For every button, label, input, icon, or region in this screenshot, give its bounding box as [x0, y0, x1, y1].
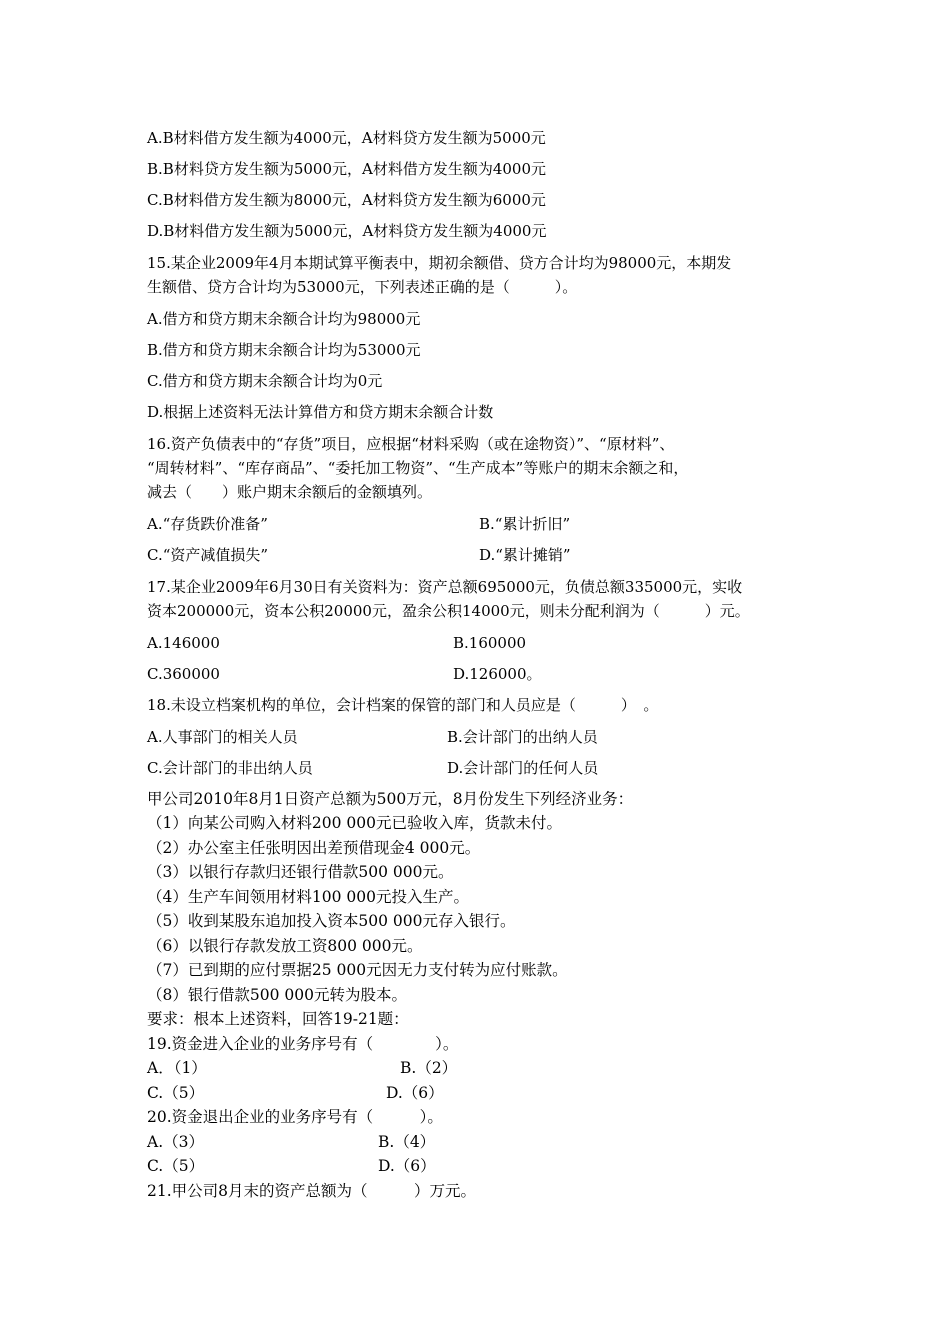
q17-option-d: D.126000。 — [453, 665, 542, 683]
q19-option-c: C.（5） — [147, 1084, 205, 1102]
q15-option-b: B.借方和贷方期末余额合计均为53000元 — [147, 341, 421, 359]
q14-option-d: D.B材料借方发生额为5000元，A材料贷方发生额为4000元 — [147, 222, 547, 240]
q18-option-b: B.会计部门的出纳人员 — [447, 728, 598, 746]
case-item: （8）银行借款500 000元转为股本。 — [147, 986, 407, 1004]
q20-option-a: A.（3） — [147, 1133, 204, 1151]
case-item: （2）办公室主任张明因出差预借现金4 000元。 — [147, 839, 481, 857]
q18-option-d: D.会计部门的任何人员 — [447, 759, 599, 777]
q19-option-a: A．（1） — [147, 1059, 207, 1077]
q15-stem-line2: 生额借、贷方合计均为53000元，下列表述正确的是（ ）。 — [147, 278, 578, 296]
q16-option-d: D.“累计摊销” — [479, 546, 571, 564]
q21-stem: 21.甲公司8月末的资产总额为（ ）万元。 — [147, 1182, 477, 1200]
q17-option-b: B.160000 — [453, 634, 527, 652]
case-item: （5）收到某股东追加投入资本500 000元存入银行。 — [147, 912, 516, 930]
q19-stem: 19.资金进入企业的业务序号有（ ）。 — [147, 1035, 459, 1053]
case-item: （3）以银行存款归还银行借款500 000元。 — [147, 863, 454, 881]
q16-option-b: B.“累计折旧” — [479, 515, 571, 533]
q18-option-a: A.人事部门的相关人员 — [147, 728, 298, 746]
q18-stem: 18.未设立档案机构的单位，会计档案的保管的部门和人员应是（ ） 。 — [147, 696, 659, 714]
q16-option-a: A.“存货跌价准备” — [147, 515, 268, 533]
q15-option-c: C.借方和贷方期末余额合计均为0元 — [147, 372, 383, 390]
case-requirement: 要求：根本上述资料，回答19-21题： — [147, 1010, 409, 1028]
q14-option-a: A.B材料借方发生额为4000元，A材料贷方发生额为5000元 — [147, 129, 546, 147]
q17-option-a: A.146000 — [147, 634, 220, 652]
q16-option-c: C.“资产减值损失” — [147, 546, 269, 564]
q19-option-d: D.（6） — [386, 1084, 444, 1102]
q17-stem-line1: 17.某企业2009年6月30日有关资料为：资产总额695000元，负债总额335000元，实收 — [147, 578, 743, 596]
case-item: （4）生产车间领用材料100 000元投入生产。 — [147, 888, 469, 906]
case-item: （6）以银行存款发放工资800 000元。 — [147, 937, 423, 955]
q20-option-d: D.（6） — [378, 1157, 436, 1175]
q20-stem: 20.资金退出企业的业务序号有（ ）。 — [147, 1108, 443, 1126]
q20-option-b: B.（4） — [378, 1133, 436, 1151]
q15-option-d: D.根据上述资料无法计算借方和贷方期末余额合计数 — [147, 403, 494, 421]
q16-stem-line3: 减去（ ）账户期末余额后的金额填列。 — [147, 483, 433, 501]
q18-option-c: C.会计部门的非出纳人员 — [147, 759, 313, 777]
q15-stem-line1: 15.某企业2009年4月本期试算平衡表中，期初余额借、贷方合计均为98000元，本期发 — [147, 254, 732, 272]
case-item: （1）向某公司购入材料200 000元已验收入库，货款未付。 — [147, 814, 562, 832]
q17-stem-line2: 资本200000元，资本公积20000元，盈余公积14000元，则未分配利润为（ ）元。 — [147, 602, 750, 620]
q19-option-b: B.（2） — [400, 1059, 458, 1077]
q17-option-c: C.360000 — [147, 665, 220, 683]
case-item: （7）已到期的应付票据25 000元因无力支付转为应付账款。 — [147, 961, 568, 979]
q16-stem-line2: “周转材料”、“库存商品”、“委托加工物资”、“生产成本”等账户的期末余额之和， — [147, 459, 689, 477]
case-intro: 甲公司2010年8月1日资产总额为500万元，8月份发生下列经济业务： — [147, 790, 634, 808]
q16-stem-line1: 16.资产负债表中的“存货”项目，应根据“材料采购（或在途物资）”、“原材料”、 — [147, 435, 675, 453]
q14-option-b: B.B材料贷方发生额为5000元，A材料借方发生额为4000元 — [147, 160, 546, 178]
q15-option-a: A.借方和贷方期末余额合计均为98000元 — [147, 310, 421, 328]
q20-option-c: C.（5） — [147, 1157, 205, 1175]
q14-option-c: C.B材料借方发生额为8000元，A材料贷方发生额为6000元 — [147, 191, 546, 209]
